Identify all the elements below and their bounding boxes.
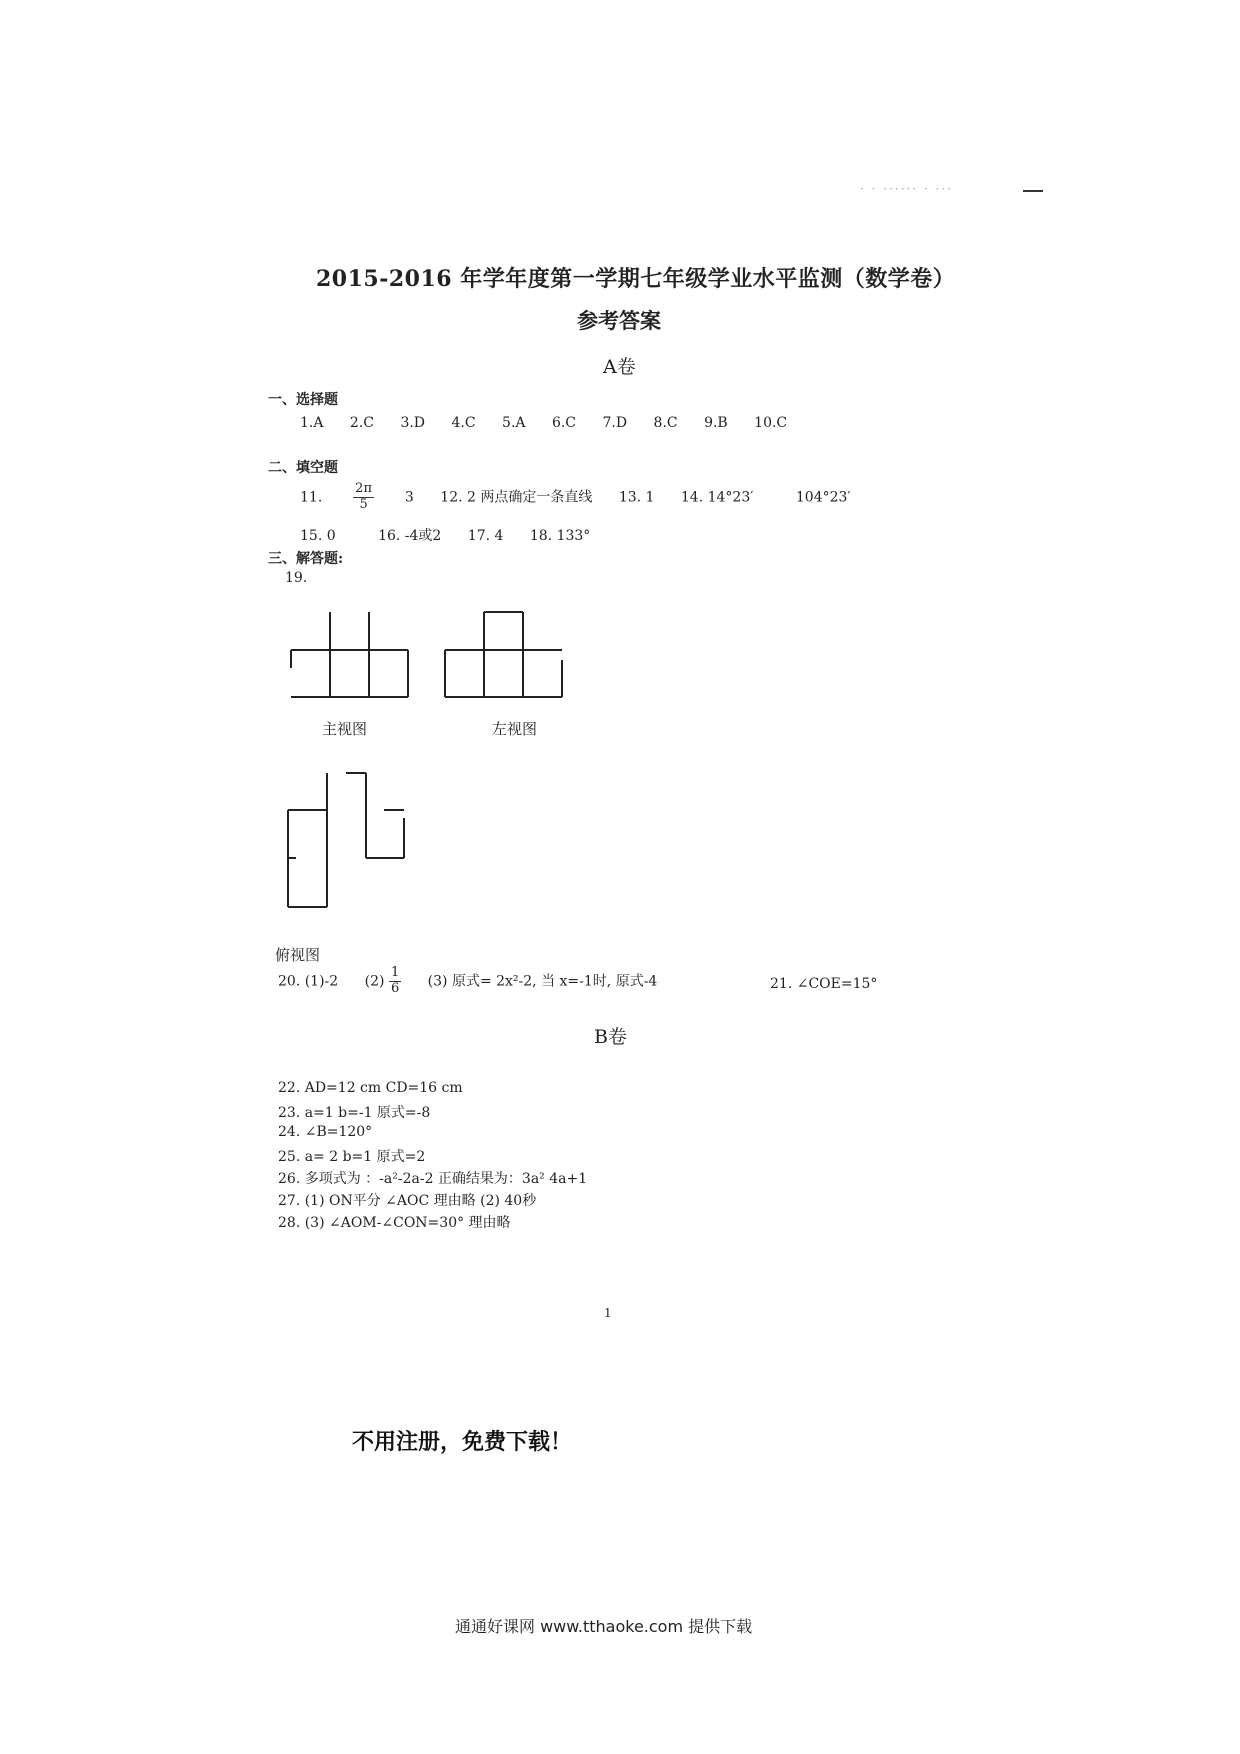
front-view-drawing	[291, 612, 408, 697]
section-solve-heading: 三、解答题:	[268, 551, 344, 567]
answer-10: 10.C	[754, 415, 788, 431]
q20-part2: (2)	[364, 973, 385, 990]
page-title: 2015-2016 年学年度第一学期七年级学业水平监测（数学卷）	[316, 266, 956, 292]
part-b-answer-25: 25. a= 2 b=1 原式=2	[278, 1149, 426, 1165]
q20-fraction	[389, 966, 401, 997]
q15: 15. 0	[300, 528, 336, 544]
answer-4: 4.C	[451, 415, 476, 431]
q16: 16. -4或2	[378, 528, 442, 544]
part-b-answer-24: 24. ∠B=120°	[278, 1124, 373, 1140]
section-choice-heading: 一、选择题	[268, 392, 338, 408]
q21-answer: 21. ∠COE=15°	[770, 976, 878, 992]
q17: 17. 4	[467, 528, 504, 544]
answer-5: 5.A	[502, 415, 526, 431]
part-b-answer-22: 22. AD=12 cm CD=16 cm	[278, 1080, 463, 1096]
answer-9: 9.B	[704, 415, 728, 431]
answer-2: 2.C	[349, 415, 374, 431]
q18: 18. 133°	[529, 528, 591, 544]
q20-numerator: 1	[390, 965, 400, 980]
q11-label: 11.	[300, 489, 323, 506]
q11-rest: 3	[404, 489, 414, 506]
part-b-answer-27: 27. (1) ON平分 ∠AOC 理由略 (2) 40秒	[278, 1193, 537, 1209]
top-view-caption: 俯视图	[275, 946, 321, 964]
left-view-drawing	[445, 612, 562, 697]
answer-3: 3.D	[400, 415, 426, 431]
page-number: 1	[604, 1306, 612, 1320]
q14: 14. 14°23′	[680, 489, 754, 506]
q13: 13. 1	[618, 489, 655, 506]
part-b-answer-28: 28. (3) ∠AOM-∠CON=30° 理由略	[278, 1215, 511, 1231]
q19-label: 19.	[285, 570, 308, 586]
q12: 12. 2 两点确定一条直线	[440, 489, 593, 506]
q11-numerator: 2π	[355, 481, 372, 496]
answer-7: 7.D	[602, 415, 628, 431]
answer-8: 8.C	[653, 415, 678, 431]
part-b-answer-26: 26. 多项式为 ：-a²-2a-2 正确结果为：3a² 4a+1	[278, 1171, 588, 1187]
promo-text: 不用注册，免费下载！	[352, 1430, 573, 1455]
front-view-caption: 主视图	[322, 720, 368, 738]
q20-row	[278, 966, 657, 997]
answer-6: 6.C	[551, 415, 577, 431]
q20-part1: 20. (1)-2	[278, 973, 339, 990]
top-view-drawing	[288, 773, 404, 907]
part-b-answer-23: 23. a=1 b=-1 原式=-8	[278, 1105, 431, 1121]
q14b: 104°23′	[795, 489, 851, 506]
left-view-caption: 左视图	[492, 720, 538, 738]
q11-denominator: 5	[359, 496, 368, 512]
section-fill-heading: 二、填空题	[268, 460, 338, 476]
scan-noise: · · ······ · ···	[860, 182, 954, 196]
part-a-label: A卷	[603, 356, 636, 378]
part-b-label: B卷	[594, 1026, 627, 1048]
page-subtitle: 参考答案	[577, 308, 661, 333]
q20-denominator: 6	[390, 980, 400, 996]
q20-part3: (3) 原式= 2x²-2, 当 x=-1时, 原式-4	[427, 973, 658, 990]
answer-1: 1.A	[300, 415, 324, 431]
footer-text[interactable]: 通通好课网 www.tthaoke.com 提供下载	[455, 1617, 753, 1636]
